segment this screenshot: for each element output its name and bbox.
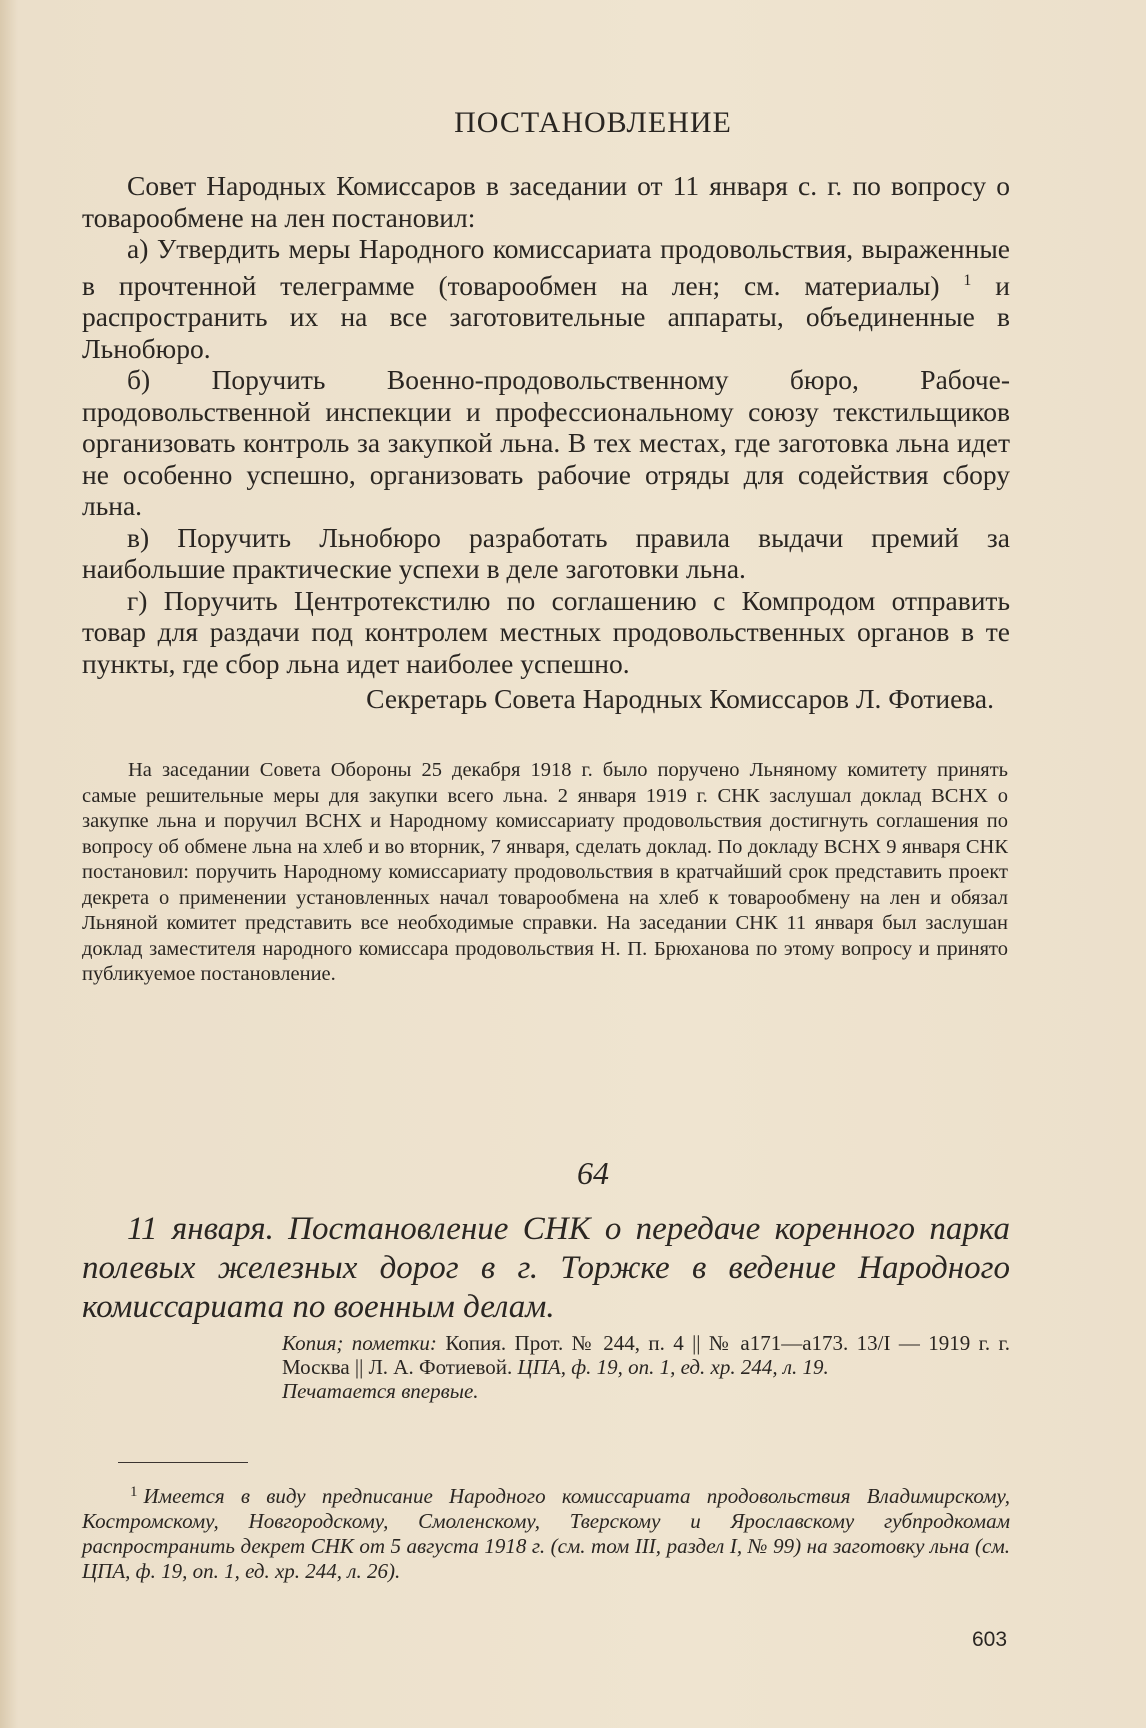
printed-note: Печатается впервые. — [282, 1379, 479, 1403]
footnote-marker: 1 — [963, 271, 972, 289]
document-number: 64 — [577, 1155, 609, 1191]
footnote-number: 1 — [130, 1484, 138, 1500]
paragraph-a: а) Утвердить меры Народного комиссариата продовольствия, выраженные в прочтенной телеграмме (товарообмен на лен; см. материалы) $^1$ и распространить их на все заготовительные аппараты, объединенные в Льнобюро. — [82, 233, 1010, 364]
paragraph-g: г) Поручить Центротекстилю по соглашению с Компродом отправить товар для раздачи под контролем местных продовольственных органов в те пункты, где сбор льна идет наиболее успешно. — [82, 584, 1010, 679]
document-heading: 11 января. Постановление СНК о передаче коренного парка полевых железных дорог в г. Торжке в ведение Народного комиссариата по военным делам. — [82, 1211, 1010, 1325]
paragraph-b: б) Поручить Военно-продовольственному бюро, Рабоче-продовольственной инспекции и профессиональному союзу текстильщиков организовать контроль за закупкой льна. В тех местах, где заготовка льна идет не особенно успешно, организовать рабочие отряды для содействия сбору льна. — [82, 364, 1010, 521]
signature: Секретарь Совета Народных Комиссаров Л. Фотиева. — [366, 683, 994, 714]
source-label: Копия; пометки: — [282, 1331, 437, 1355]
source-archive: ЦПА, ф. 19, оп. 1, ед. хр. 244, л. 19. — [517, 1355, 829, 1379]
page-title: ПОСТАНОВЛЕНИЕ — [454, 106, 732, 139]
source-text: Копия. Прот. № 244, п. 4 || № а171—а173. 13/I — 1919 г. г. Москва || Л. А. Фотиевой. — [282, 1331, 1011, 1379]
resolution-body — [82, 170, 1010, 715]
footnote-text: Имеется в виду предписание Народного комиссариата продовольствия Владимирскому, Костромскому, Новгородскому, Смоленскому, Тверскому и Ярославскому губпродкомам распространить декрет СНК от 5 августа 1918 г. (см. том III, раздел I, № 99) на заготовку льна (см. ЦПА, ф. 19, оп. 1, ед. хр. 244, л. 26). — [82, 1484, 1010, 1583]
paragraph-intro: Совет Народных Комиссаров в заседании от 11 января с. г. по вопросу о товарообмене на лен постановил: — [82, 170, 1010, 233]
source-reference — [282, 1331, 1010, 1403]
page-number: 603 — [972, 1628, 1008, 1651]
editorial-note: На заседании Совета Обороны 25 декабря 1918 г. было поручено Льняному комитету принять самые решительные меры для закупки всего льна. 2 января 1919 г. СНК заслушал доклад ВСНХ о закупке льна и поручил ВСНХ и Народному комиссариату продовольствия достигнуть соглашения по вопросу об обмене льна на хлеб и во вторник, 7 января, сделать доклад. По докладу ВСНХ 9 января СНК постановил: поручить Народному комиссариату продовольствия в кратчайший срок представить проект декрета о применении установленных начал товарообмена на хлеб к товарообмену на лен и обязал Льняной комитет представить все необходимые справки. На заседании СНК 11 января был заслушан доклад заместителя народного комиссара продовольствия Н. П. Брюханова по этому вопросу и принято публикуемое постановление. — [82, 759, 1008, 985]
footnote — [82, 1480, 1010, 1584]
footnote-divider — [118, 1462, 248, 1463]
paragraph-v: в) Поручить Льнобюро разработать правила выдачи премий за наибольшие практические успехи в деле заготовки льна. — [82, 521, 1010, 584]
